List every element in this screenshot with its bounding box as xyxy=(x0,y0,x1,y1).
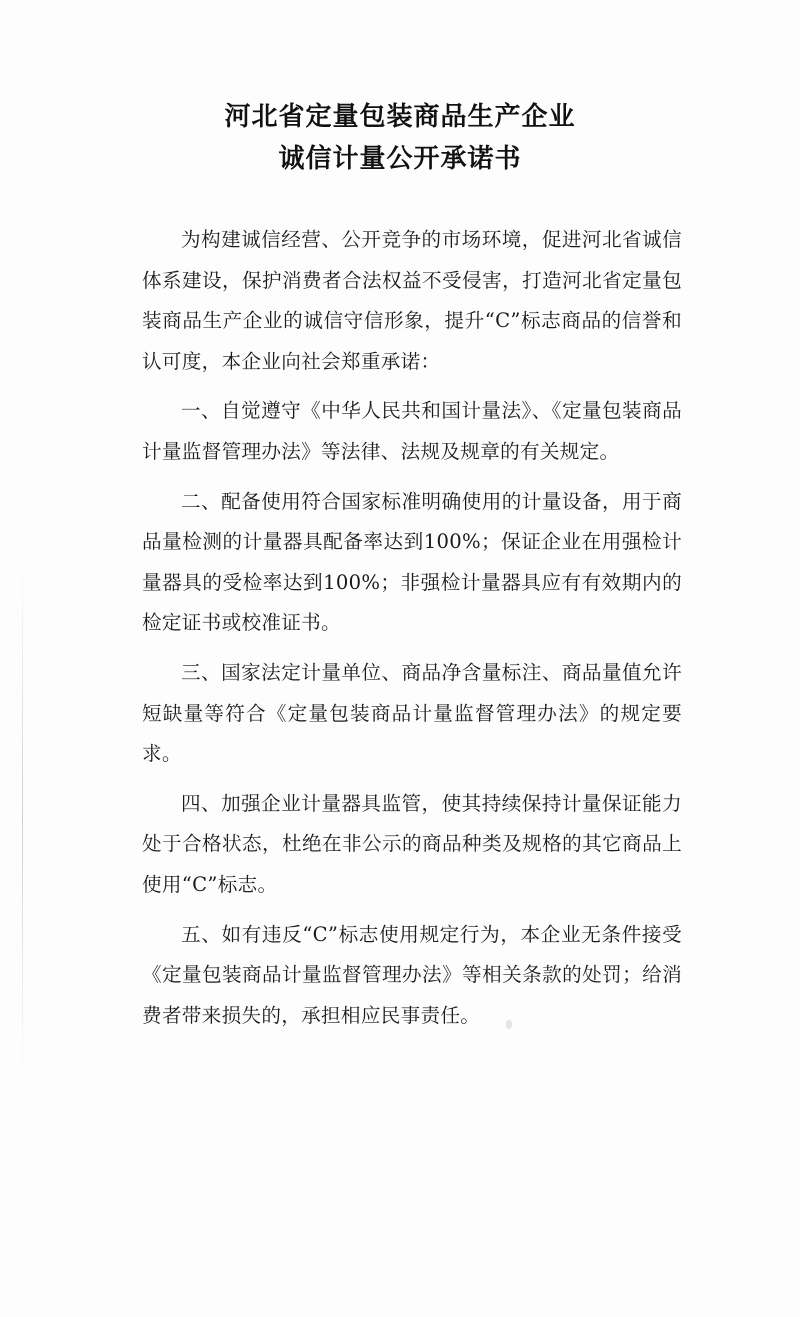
document-title xyxy=(0,96,800,180)
paragraph-item-3: 三、国家法定计量单位、商品净含量标注、商品量值允许短缺量等符合《定量包装商品计量监督管理办法》的规定要求。 xyxy=(142,660,682,766)
scan-edge-line xyxy=(22,560,23,1080)
paragraph-item-2: 二、配备使用符合国家标准明确使用的计量设备，用于商品量检测的计量器具配备率达到100%；保证企业在用强检计量器具的受检率达到100%；非强检计量器具应有有效期内的检定证书或校准证书。 xyxy=(142,489,682,635)
paragraph-preamble: 为构建诚信经营、公开竞争的市场环境，促进河北省诚信体系建设，保护消费者合法权益不受侵害，打造河北省定量包装商品生产企业的诚信守信形象，提升“C”标志商品的信誉和认可度，本企业向社会郑重承诺： xyxy=(142,228,682,373)
title-line-2: 诚信计量公开承诺书 xyxy=(278,144,522,174)
paragraph-item-4: 四、加强企业计量器具监管，使其持续保持计量保证能力处于合格状态，杜绝在非公示的商品种类及规格的其它商品上使用“C”标志。 xyxy=(142,791,682,896)
paragraph-item-1: 一、自觉遵守《中华人民共和国计量法》、《定量包装商品计量监督管理办法》等法律、法规及规章的有关规定。 xyxy=(142,399,682,463)
scan-speck xyxy=(506,1020,512,1029)
paragraph-item-5: 五、如有违反“C”标志使用规定行为，本企业无条件接受《定量包装商品计量监督管理办法》等相关条款的处罚；给消费者带来损失的，承担相应民事责任。 xyxy=(142,922,682,1027)
title-line-1: 河北省定量包装商品生产企业 xyxy=(224,102,576,132)
document-body xyxy=(142,220,682,1036)
